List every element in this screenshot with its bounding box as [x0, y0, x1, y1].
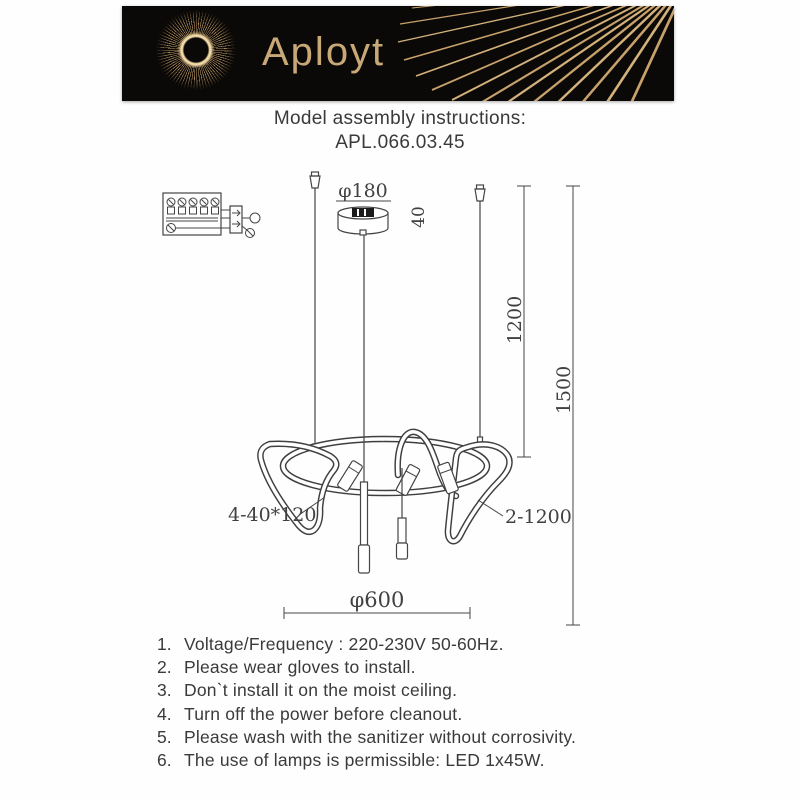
list-item [157, 679, 677, 702]
item-number: 5. [157, 726, 172, 747]
svg-text:4-40*120: 4-40*120 [228, 504, 317, 526]
page-title: Model assembly instructions: [273, 108, 527, 129]
list-item [157, 633, 677, 656]
item-text: The use of lamps is permissible: LED 1x45W. [184, 750, 545, 771]
brand-banner [122, 6, 674, 101]
item-text: Voltage/Frequency : 220-230V 50-60Hz. [184, 634, 504, 654]
dimension-total-height [553, 186, 580, 625]
list-item [157, 656, 677, 679]
model-number: APL.066.03.45 [335, 132, 465, 153]
suspension-wire-left [310, 172, 320, 451]
item-number: 2. [157, 657, 172, 678]
assembly-diagram [0, 160, 800, 632]
item-text: Please wear gloves to install. [184, 657, 416, 678]
pendant-tube-center [359, 482, 370, 573]
rays-decoration-icon [374, 6, 674, 101]
list-item [157, 703, 677, 726]
wiring-diagram [163, 193, 260, 238]
list-item [157, 726, 677, 749]
item-number: 3. [157, 680, 172, 701]
canopy [336, 180, 429, 235]
spotlight-left [337, 460, 363, 492]
list-item [157, 749, 677, 772]
sunburst-logo-icon [154, 8, 238, 92]
dim-600: φ600 [349, 588, 405, 612]
dim-1500: 1500 [553, 365, 575, 415]
dimension-cord-length [504, 186, 531, 457]
item-text: Turn off the power before cleanout. [184, 703, 463, 724]
instruction-list [157, 633, 677, 772]
item-number: 4. [157, 703, 172, 724]
suspension-wire-right [475, 185, 485, 444]
svg-text:2-1200: 2-1200 [505, 506, 572, 528]
brand-name: Aployt [262, 30, 386, 74]
dim-40: 40 [409, 206, 429, 228]
dim-180: φ180 [338, 180, 388, 202]
item-number: 6. [157, 750, 172, 771]
item-number: 1. [157, 634, 172, 654]
dimension-ring-diameter [284, 588, 470, 619]
item-text: Please wash with the sanitizer without corrosivity. [184, 726, 577, 747]
dim-1200: 1200 [504, 295, 526, 345]
canopy-bracket [352, 208, 374, 217]
callout-cords [478, 500, 572, 528]
item-text: Don`t install it on the moist ceiling. [184, 680, 458, 701]
callout-loops [228, 497, 325, 526]
